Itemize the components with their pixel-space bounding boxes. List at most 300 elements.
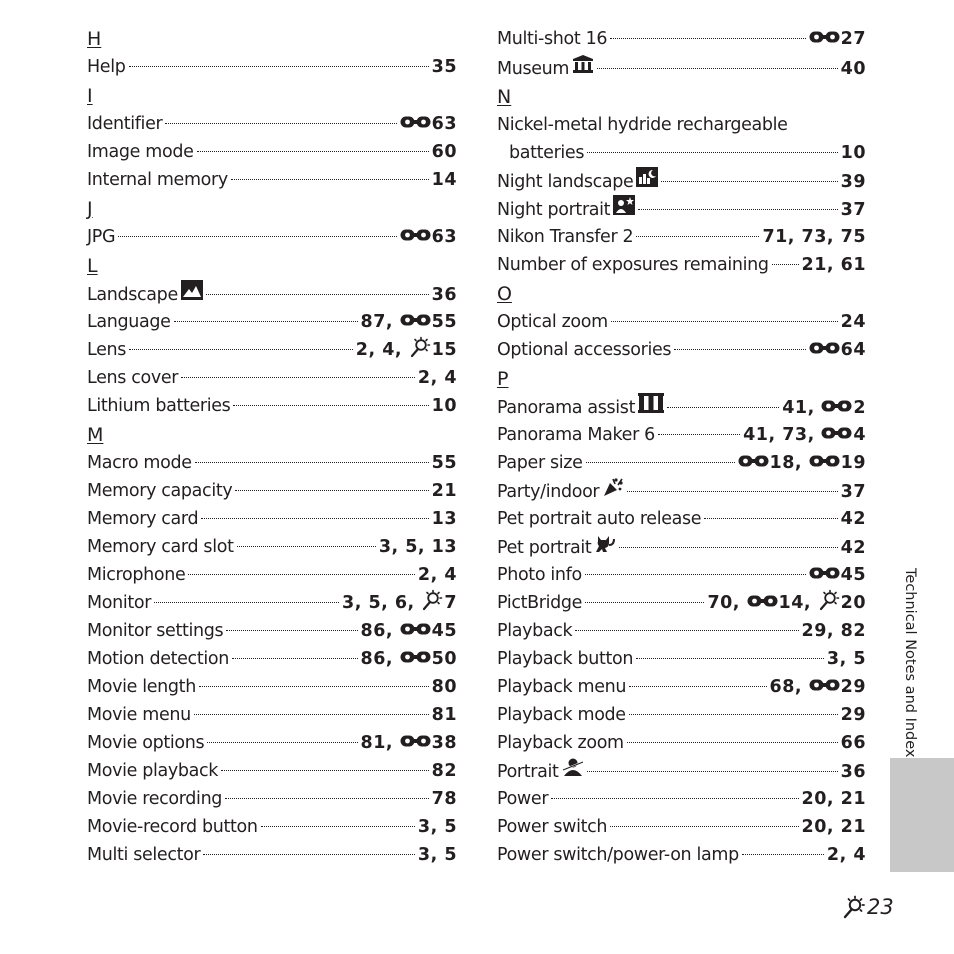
leader-dots <box>610 826 798 827</box>
museum-icon <box>572 54 594 74</box>
leader-dots <box>231 179 429 180</box>
reference-section-icon <box>809 565 840 581</box>
leader-dots <box>174 321 358 322</box>
leader-dots <box>610 38 805 39</box>
entry-pages <box>743 421 866 449</box>
page-ref: 70, <box>707 593 747 613</box>
entry-term: Lithium batteries <box>87 396 231 416</box>
page-ref: 2 <box>853 398 866 418</box>
leader-dots <box>619 547 837 548</box>
index-entry-photo-info <box>497 561 866 589</box>
entry-term: PictBridge <box>497 593 583 613</box>
entry-pages <box>841 478 866 506</box>
index-entry-pet-portrait <box>497 533 866 561</box>
entry-pages <box>400 110 457 138</box>
page-ref: 20, 21 <box>801 789 866 809</box>
page-ref: 36 <box>431 285 457 305</box>
entry-pages <box>802 785 866 813</box>
leader-dots <box>597 68 838 69</box>
index-entry-panorama-maker-6 <box>497 421 866 449</box>
entry-term: Landscape <box>87 285 178 305</box>
entry-pages <box>841 701 866 729</box>
entry-pages <box>361 617 457 645</box>
leader-dots <box>118 236 396 237</box>
technical-notes-icon <box>842 895 866 919</box>
leader-dots <box>772 264 799 265</box>
index-entry-lens <box>87 336 457 364</box>
index-entry-memory-card <box>87 505 457 533</box>
leader-dots <box>232 658 358 659</box>
leader-dots <box>233 405 428 406</box>
entry-term: Memory card <box>87 509 199 529</box>
night-portrait-icon <box>613 195 635 215</box>
page-ref: 29 <box>840 677 866 697</box>
reference-section-icon <box>809 340 840 356</box>
entry-term: Internal memory <box>87 170 228 190</box>
index-entry-nickel-metal-hydride-rechargeable <box>497 111 866 139</box>
index-entry-power-switch-power-on-lamp <box>497 841 866 869</box>
index-entry-paper-size <box>497 449 866 477</box>
entry-pages <box>356 336 457 364</box>
index-entry-power <box>497 785 866 813</box>
index-entry-playback-zoom <box>497 729 866 757</box>
page-ref: 3, 5 <box>417 817 457 837</box>
index-entry-playback-button <box>497 645 866 673</box>
entry-pages <box>841 55 866 83</box>
page-ref: 18, <box>769 453 809 473</box>
entry-pages <box>432 281 457 309</box>
page-ref: 41, 73, <box>743 425 822 445</box>
leader-dots <box>201 518 428 519</box>
page-ref: 55 <box>431 453 457 473</box>
landscape-icon <box>181 280 203 300</box>
page-ref: 82 <box>431 761 457 781</box>
entry-pages <box>379 533 457 561</box>
page-ref: 35 <box>431 57 457 77</box>
entry-pages <box>432 785 457 813</box>
index-entry-night-portrait <box>497 195 866 223</box>
index-entry-playback <box>497 617 866 645</box>
entry-pages <box>802 813 866 841</box>
page-number <box>842 893 894 921</box>
entry-pages <box>762 223 866 251</box>
index-column-right <box>497 24 866 869</box>
page-ref: 10 <box>431 396 457 416</box>
index-entry-party-indoor <box>497 477 866 505</box>
entry-pages <box>432 505 457 533</box>
entry-term: Optical zoom <box>497 312 608 332</box>
reference-section-icon <box>738 453 769 469</box>
entry-term: Playback mode <box>497 705 626 725</box>
leader-dots <box>636 658 824 659</box>
entry-term: Microphone <box>87 565 186 585</box>
leader-dots <box>221 770 429 771</box>
entry-term: Movie menu <box>87 705 191 725</box>
pet-portrait-icon <box>594 533 616 553</box>
reference-section-icon <box>821 425 852 441</box>
reference-section-icon <box>400 733 431 749</box>
page-ref: 27 <box>840 29 866 49</box>
leader-dots <box>587 771 838 772</box>
leader-dots <box>575 630 798 631</box>
entry-term: Multi selector <box>87 845 201 865</box>
index-entry-memory-capacity <box>87 477 457 505</box>
index-entry-museum <box>497 54 866 82</box>
section-letter-p: P <box>497 368 509 390</box>
page-ref: 13 <box>431 509 457 529</box>
index-entry-macro-mode <box>87 449 457 477</box>
page-ref: 42 <box>840 509 866 529</box>
entry-pages <box>361 308 457 336</box>
index-entry-microphone <box>87 561 457 589</box>
entry-term: Panorama Maker 6 <box>497 425 655 445</box>
entry-term: Playback button <box>497 649 634 669</box>
index-entry-jpg <box>87 223 457 251</box>
page-ref: 80 <box>431 677 457 697</box>
page-ref: 2, 4 <box>417 368 457 388</box>
leader-dots <box>629 686 766 687</box>
index-entry-optical-zoom <box>497 308 866 336</box>
reference-section-icon <box>809 453 840 469</box>
page-ref: 45 <box>840 565 866 585</box>
entry-pages <box>432 138 457 166</box>
page-ref: 3, 5, 6, <box>342 593 422 613</box>
leader-dots <box>206 294 429 295</box>
section-letter-l: L <box>87 255 98 277</box>
entry-term: Portrait <box>497 762 559 782</box>
leader-dots <box>704 518 837 519</box>
entry-pages <box>432 449 457 477</box>
page-ref: 78 <box>431 789 457 809</box>
page-ref: 20, 21 <box>801 817 866 837</box>
page-ref: 87, <box>360 312 400 332</box>
entry-term: Power switch/power-on lamp <box>497 845 739 865</box>
panorama-assist-icon <box>638 393 664 413</box>
entry-term: Multi-shot 16 <box>497 29 608 49</box>
page-ref: 29 <box>840 705 866 725</box>
leader-dots <box>742 854 824 855</box>
index-entry-number-of-exposures-remaining <box>497 251 866 279</box>
entry-term: Pet portrait auto release <box>497 509 702 529</box>
index-entry-batteries <box>497 139 866 167</box>
leader-dots <box>199 686 429 687</box>
entry-term: Movie recording <box>87 789 223 809</box>
page-ref: 19 <box>840 453 866 473</box>
page-ref: 2, 4, <box>355 340 409 360</box>
page-ref: 63 <box>431 114 457 134</box>
entry-term: Help <box>87 57 126 77</box>
page-ref: 81 <box>431 705 457 725</box>
portrait-icon <box>562 757 584 777</box>
leader-dots <box>585 574 806 575</box>
leader-dots <box>627 742 838 743</box>
page-ref: 68, <box>769 677 809 697</box>
entry-term: Image mode <box>87 142 194 162</box>
entry-term: Nickel-metal hydride rechargeable <box>497 115 788 135</box>
entry-term: Playback <box>497 621 573 641</box>
index-entry-pet-portrait-auto-release <box>497 505 866 533</box>
entry-term: Night portrait <box>497 200 611 220</box>
index-entry-optional-accessories <box>497 336 866 364</box>
entry-term: Language <box>87 312 171 332</box>
section-letter-o: O <box>497 283 512 305</box>
index-entry-multi-shot-16 <box>497 24 866 54</box>
index-entry-movie-playback <box>87 757 457 785</box>
leader-dots <box>551 798 798 799</box>
side-tab-label: Technical Notes and Index <box>902 568 918 758</box>
index-entry-movie-record-button <box>87 813 457 841</box>
index-entry-internal-memory <box>87 166 457 194</box>
section-letter-n: N <box>497 86 512 108</box>
page-ref: 42 <box>840 538 866 558</box>
entry-term: Lens <box>87 340 127 360</box>
index-entry-lithium-batteries <box>87 392 457 420</box>
technical-notes-icon <box>818 589 840 611</box>
entry-pages <box>841 505 866 533</box>
reference-section-icon <box>809 677 840 693</box>
entry-pages <box>432 53 457 81</box>
entry-term: Photo info <box>497 565 582 585</box>
page-ref: 10 <box>840 143 866 163</box>
entry-pages <box>802 251 866 279</box>
entry-term: Power switch <box>497 817 608 837</box>
leader-dots <box>207 742 357 743</box>
leader-dots <box>129 349 353 350</box>
index-entry-memory-card-slot <box>87 533 457 561</box>
page-ref: 37 <box>840 482 866 502</box>
leader-dots <box>154 602 339 603</box>
entry-term: batteries <box>509 143 585 163</box>
page-ref: 3, 5 <box>826 649 866 669</box>
entry-pages <box>841 308 866 336</box>
leader-dots <box>165 123 396 124</box>
entry-term: Number of exposures remaining <box>497 255 769 275</box>
entry-term: Movie options <box>87 733 205 753</box>
index-entry-movie-menu <box>87 701 457 729</box>
page-ref: 50 <box>431 649 457 669</box>
night-landscape-icon <box>636 167 658 187</box>
page-ref: 14, <box>778 593 818 613</box>
entry-pages <box>770 673 866 701</box>
entry-pages <box>738 449 866 477</box>
entry-term: Playback menu <box>497 677 627 697</box>
leader-dots <box>129 66 429 67</box>
leader-dots <box>261 826 415 827</box>
page-ref: 15 <box>431 340 457 360</box>
leader-dots <box>195 462 429 463</box>
section-letter-m: M <box>87 424 104 446</box>
reference-section-icon <box>400 312 431 328</box>
entry-pages <box>432 701 457 729</box>
leader-dots <box>197 151 429 152</box>
entry-term: Monitor settings <box>87 621 224 641</box>
entry-pages <box>841 139 866 167</box>
page-ref: 40 <box>840 59 866 79</box>
page-ref: 86, <box>360 649 400 669</box>
leader-dots <box>188 574 415 575</box>
entry-term: Paper size <box>497 453 583 473</box>
page-ref: 81, <box>360 733 400 753</box>
index-entry-movie-options <box>87 729 457 757</box>
section-letter-j: J <box>87 198 93 220</box>
leader-dots <box>661 181 837 182</box>
leader-dots <box>638 209 837 210</box>
entry-term: Lens cover <box>87 368 179 388</box>
reference-section-icon <box>821 398 852 414</box>
entry-term: Movie-record button <box>87 817 258 837</box>
entry-term: Movie playback <box>87 761 219 781</box>
index-entry-multi-selector <box>87 841 457 869</box>
entry-pages <box>432 477 457 505</box>
reference-section-icon <box>400 114 431 130</box>
index-entry-nikon-transfer-2 <box>497 223 866 251</box>
leader-dots <box>636 236 759 237</box>
page-ref: 71, 73, 75 <box>762 227 866 247</box>
entry-pages <box>432 673 457 701</box>
entry-term: Memory card slot <box>87 537 234 557</box>
entry-pages <box>802 617 866 645</box>
leader-dots <box>627 491 837 492</box>
entry-term: Power <box>497 789 549 809</box>
leader-dots <box>629 714 838 715</box>
page-ref: 38 <box>431 733 457 753</box>
entry-pages <box>361 645 457 673</box>
leader-dots <box>658 434 740 435</box>
page-ref: 2, 4 <box>417 565 457 585</box>
page-ref: 20 <box>840 593 866 613</box>
entry-term: Memory capacity <box>87 481 233 501</box>
entry-term: Night landscape <box>497 172 634 192</box>
page-ref: 21 <box>431 481 457 501</box>
section-letter-h: H <box>87 28 102 50</box>
index-entry-pictbridge <box>497 589 866 617</box>
leader-dots <box>225 798 429 799</box>
leader-dots <box>235 490 428 491</box>
index-entry-playback-menu <box>497 673 866 701</box>
index-entry-monitor-settings <box>87 617 457 645</box>
entry-pages <box>418 841 457 869</box>
technical-notes-icon <box>409 336 431 358</box>
leader-dots <box>667 407 779 408</box>
entry-term: Party/indoor <box>497 482 600 502</box>
entry-pages <box>841 534 866 562</box>
page-ref: 3, 5, 13 <box>378 537 457 557</box>
index-entry-panorama-assist <box>497 393 866 421</box>
page-ref: 37 <box>840 200 866 220</box>
leader-dots <box>611 321 838 322</box>
party-indoor-icon <box>602 477 624 497</box>
leader-dots <box>203 854 415 855</box>
index-entry-identifier <box>87 110 457 138</box>
leader-dots <box>674 349 805 350</box>
index-entry-night-landscape <box>497 167 866 195</box>
reference-section-icon <box>400 621 431 637</box>
entry-term: Panorama assist <box>497 398 636 418</box>
index-entry-monitor <box>87 589 457 617</box>
leader-dots <box>237 546 376 547</box>
entry-pages <box>418 561 457 589</box>
page-ref: 55 <box>431 312 457 332</box>
index-entry-playback-mode <box>497 701 866 729</box>
page-ref: 14 <box>431 170 457 190</box>
reference-section-icon <box>747 593 778 609</box>
technical-notes-icon <box>421 589 443 611</box>
entry-pages <box>707 589 866 617</box>
index-entry-lens-cover <box>87 364 457 392</box>
reference-section-icon <box>400 227 431 243</box>
entry-term: Identifier <box>87 114 163 134</box>
entry-pages <box>809 24 866 54</box>
index-entry-portrait <box>497 757 866 785</box>
index-entry-help <box>87 53 457 81</box>
page-ref: 60 <box>431 142 457 162</box>
entry-term: Movie length <box>87 677 196 697</box>
leader-dots <box>586 462 735 463</box>
page-ref: 86, <box>360 621 400 641</box>
entry-pages <box>432 166 457 194</box>
page-ref: 24 <box>840 312 866 332</box>
entry-pages <box>841 758 866 786</box>
index-entry-power-switch <box>497 813 866 841</box>
index-entry-motion-detection <box>87 645 457 673</box>
entry-pages <box>418 813 457 841</box>
entry-term: Playback zoom <box>497 733 624 753</box>
entry-pages <box>782 394 866 422</box>
page-ref: 41, <box>782 398 822 418</box>
page-ref: 4 <box>853 425 866 445</box>
entry-term: Macro mode <box>87 453 192 473</box>
page-ref: 3, 5 <box>417 845 457 865</box>
leader-dots <box>181 377 415 378</box>
page-ref: 2, 4 <box>826 845 866 865</box>
entry-term: Pet portrait <box>497 538 592 558</box>
page-ref: 36 <box>840 762 866 782</box>
entry-pages <box>418 364 457 392</box>
page-ref: 7 <box>444 593 457 613</box>
page-ref: 21, 61 <box>801 255 866 275</box>
index-entry-image-mode <box>87 138 457 166</box>
index-column-left <box>87 24 457 869</box>
entry-term: Monitor <box>87 593 152 613</box>
leader-dots <box>585 602 704 603</box>
page-ref: 45 <box>431 621 457 641</box>
page-ref: 29, 82 <box>801 621 866 641</box>
entry-pages <box>809 561 866 589</box>
entry-pages <box>827 645 866 673</box>
entry-pages <box>342 589 457 617</box>
entry-term: Nikon Transfer 2 <box>497 227 634 247</box>
index-entry-language <box>87 308 457 336</box>
entry-pages <box>809 336 866 364</box>
reference-section-icon <box>809 29 840 45</box>
index-entry-movie-length <box>87 673 457 701</box>
entry-term: Motion detection <box>87 649 229 669</box>
section-letter-i: I <box>87 85 93 107</box>
page-number-value: 23 <box>867 895 894 919</box>
entry-pages <box>432 392 457 420</box>
entry-term: Optional accessories <box>497 340 672 360</box>
leader-dots <box>194 714 429 715</box>
leader-dots <box>226 630 357 631</box>
leader-dots <box>587 152 838 153</box>
entry-pages <box>400 223 457 251</box>
page-ref: 39 <box>840 172 866 192</box>
page-ref: 66 <box>840 733 866 753</box>
entry-pages <box>432 757 457 785</box>
index-entry-landscape <box>87 280 457 308</box>
entry-pages <box>361 729 457 757</box>
entry-pages <box>841 729 866 757</box>
